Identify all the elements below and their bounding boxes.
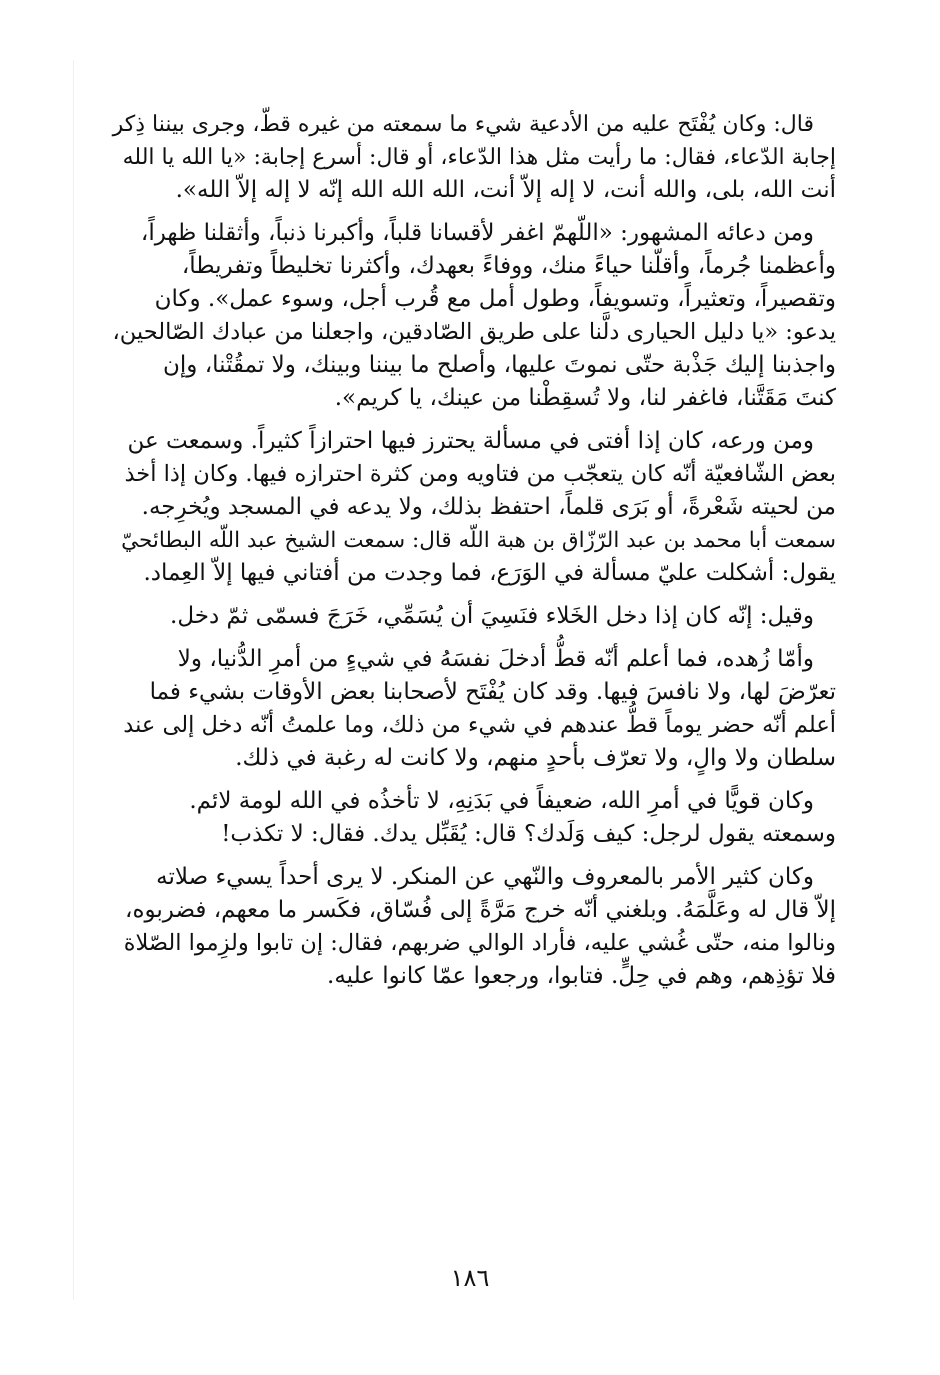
paragraph <box>112 785 836 851</box>
text-line: وأمّا زُهده، فما أعلم أنّه قطُّ أدخلَ نفسَهُ في شيءٍ من أمرِ الدُّنيا، ولا <box>177 646 814 672</box>
paragraph <box>112 425 836 590</box>
text-line: ومن ورعه، كان إذا أفتى في مسألة يحترز فيها احترازاً كثيراً. وسمعت عن <box>127 428 814 454</box>
text-line: وكان كثير الأمر بالمعروف والنّهي عن المنكر. لا يرى أحداً يسيء صلاته <box>156 864 814 890</box>
text-line: يدعو: «يا دليل الحيارى دلَّنا على طريق الصّادقين، واجعلنا من عبادك الصّالحين، <box>112 319 836 345</box>
text-line: من لحيته شَعْرةً، أو بَرَى قلماً، احتفظ بذلك، ولا يدعه في المسجد ويُخرِجه. <box>141 494 836 520</box>
text-line: وأعظمنا جُرماً، وأقلّنا حياءً منك، ووفاءً بعهدك، وأكثرنا تخليطاً وتفريطاً، <box>181 253 836 279</box>
text-line: أعلم أنّه حضر يوماً قطُّ عندهم في شيء من ذلك، وما علمتُ أنّه دخل إلى عند <box>123 712 836 738</box>
scan-edge-shadow <box>73 60 74 1300</box>
paragraph <box>112 643 836 775</box>
text-line: ونالوا منه، حتّى غُشي عليه، فأراد الوالي ضربهم، فقال: إن تابوا ولزِموا الصّلاة <box>123 930 836 956</box>
text-line: وتقصيراً، وتعثيراً، وتسويفاً، وطول أمل مع قُرب أجل، وسوء عمل». وكان <box>154 286 836 312</box>
text-line: إلاّ قال له وعَلَّمَهُ. وبلغني أنّه خرج مَرَّةً إلى فُسّاق، فكَسر ما معهم، فضربوه، <box>125 897 836 923</box>
text-line: ومن دعائه المشهور: «اللّهمّ اغفر لأقسانا قلباً، وأكبرنا ذنباً، وأثقلنا ظهراً، <box>140 220 814 246</box>
body-text <box>112 108 836 1003</box>
paragraph <box>112 217 836 415</box>
text-line: وكان قويًّا في أمرِ الله، ضعيفاً في بَدَنِهِ، لا تأخذُه في الله لومة لائم. <box>189 788 814 814</box>
text-line: وسمعته يقول لرجل: كيف وَلَدك؟ قال: يُقَبِّل يدك. فقال: لا تكذب! <box>221 821 836 847</box>
text-line: سمعت أبا محمد بن عبد الرّزّاق بن هبة اللّه قال: سمعت الشيخ عبد اللّه البطائحيّ <box>121 528 836 553</box>
text-line: فلا تؤذِهم، وهم في حِلٍّ. فتابوا، ورجعوا عمّا كانوا عليه. <box>327 963 836 989</box>
text-line: واجذبنا إليك جَذْبة حتّى نموتَ عليها، وأصلح ما بيننا وبينك، ولا تمقُتْنا، وإن <box>163 352 836 378</box>
paragraph <box>112 861 836 993</box>
text-line: يقول: أشكلت عليّ مسألة في الوَرَع، فما وجدت من أفتاني فيها إلاّ العِماد. <box>143 560 836 586</box>
text-line: بعض الشّافعيّة أنّه كان يتعجّب من فتاويه ومن كثرة احترازه فيها. وكان إذا أخذ <box>124 461 836 487</box>
text-line: تعرّضَ لها، ولا نافسَ فيها. وقد كان يُفْتَح لأصحابنا بعض الأوقات بشيء فما <box>149 679 836 705</box>
text-line: أنت الله، بلى، والله أنت، لا إله إلاّ أنت، الله الله الله إنّه لا إله إلاّ الله». <box>175 177 836 203</box>
page-number: ١٨٦ <box>450 1264 490 1292</box>
paragraph <box>112 108 836 207</box>
text-line: قال: وكان يُفْتَح عليه من الأدعية شيء ما سمعته من غيره قطّ، وجرى بيننا ذِكر <box>112 112 814 137</box>
text-line: وقيل: إنّه كان إذا دخل الخَلاء فنَسِيَ أن يُسَمِّي، خَرَجَ فسمّى ثمّ دخل. <box>170 603 814 629</box>
text-line: إجابة الدّعاء، فقال: ما رأيت مثل هذا الدّعاء، أو قال: أسرع إجابة: «يا الله يا الله <box>122 145 836 170</box>
text-line: سلطان ولا والٍ، ولا تعرّف بأحدٍ منهم، ولا كانت له رغبة في ذلك. <box>235 745 836 771</box>
text-line: كنتَ مَقَتَّنا، فاغفر لنا، ولا تُسقِطْنا من عينك، يا كريم». <box>334 385 836 411</box>
paragraph <box>112 600 836 633</box>
